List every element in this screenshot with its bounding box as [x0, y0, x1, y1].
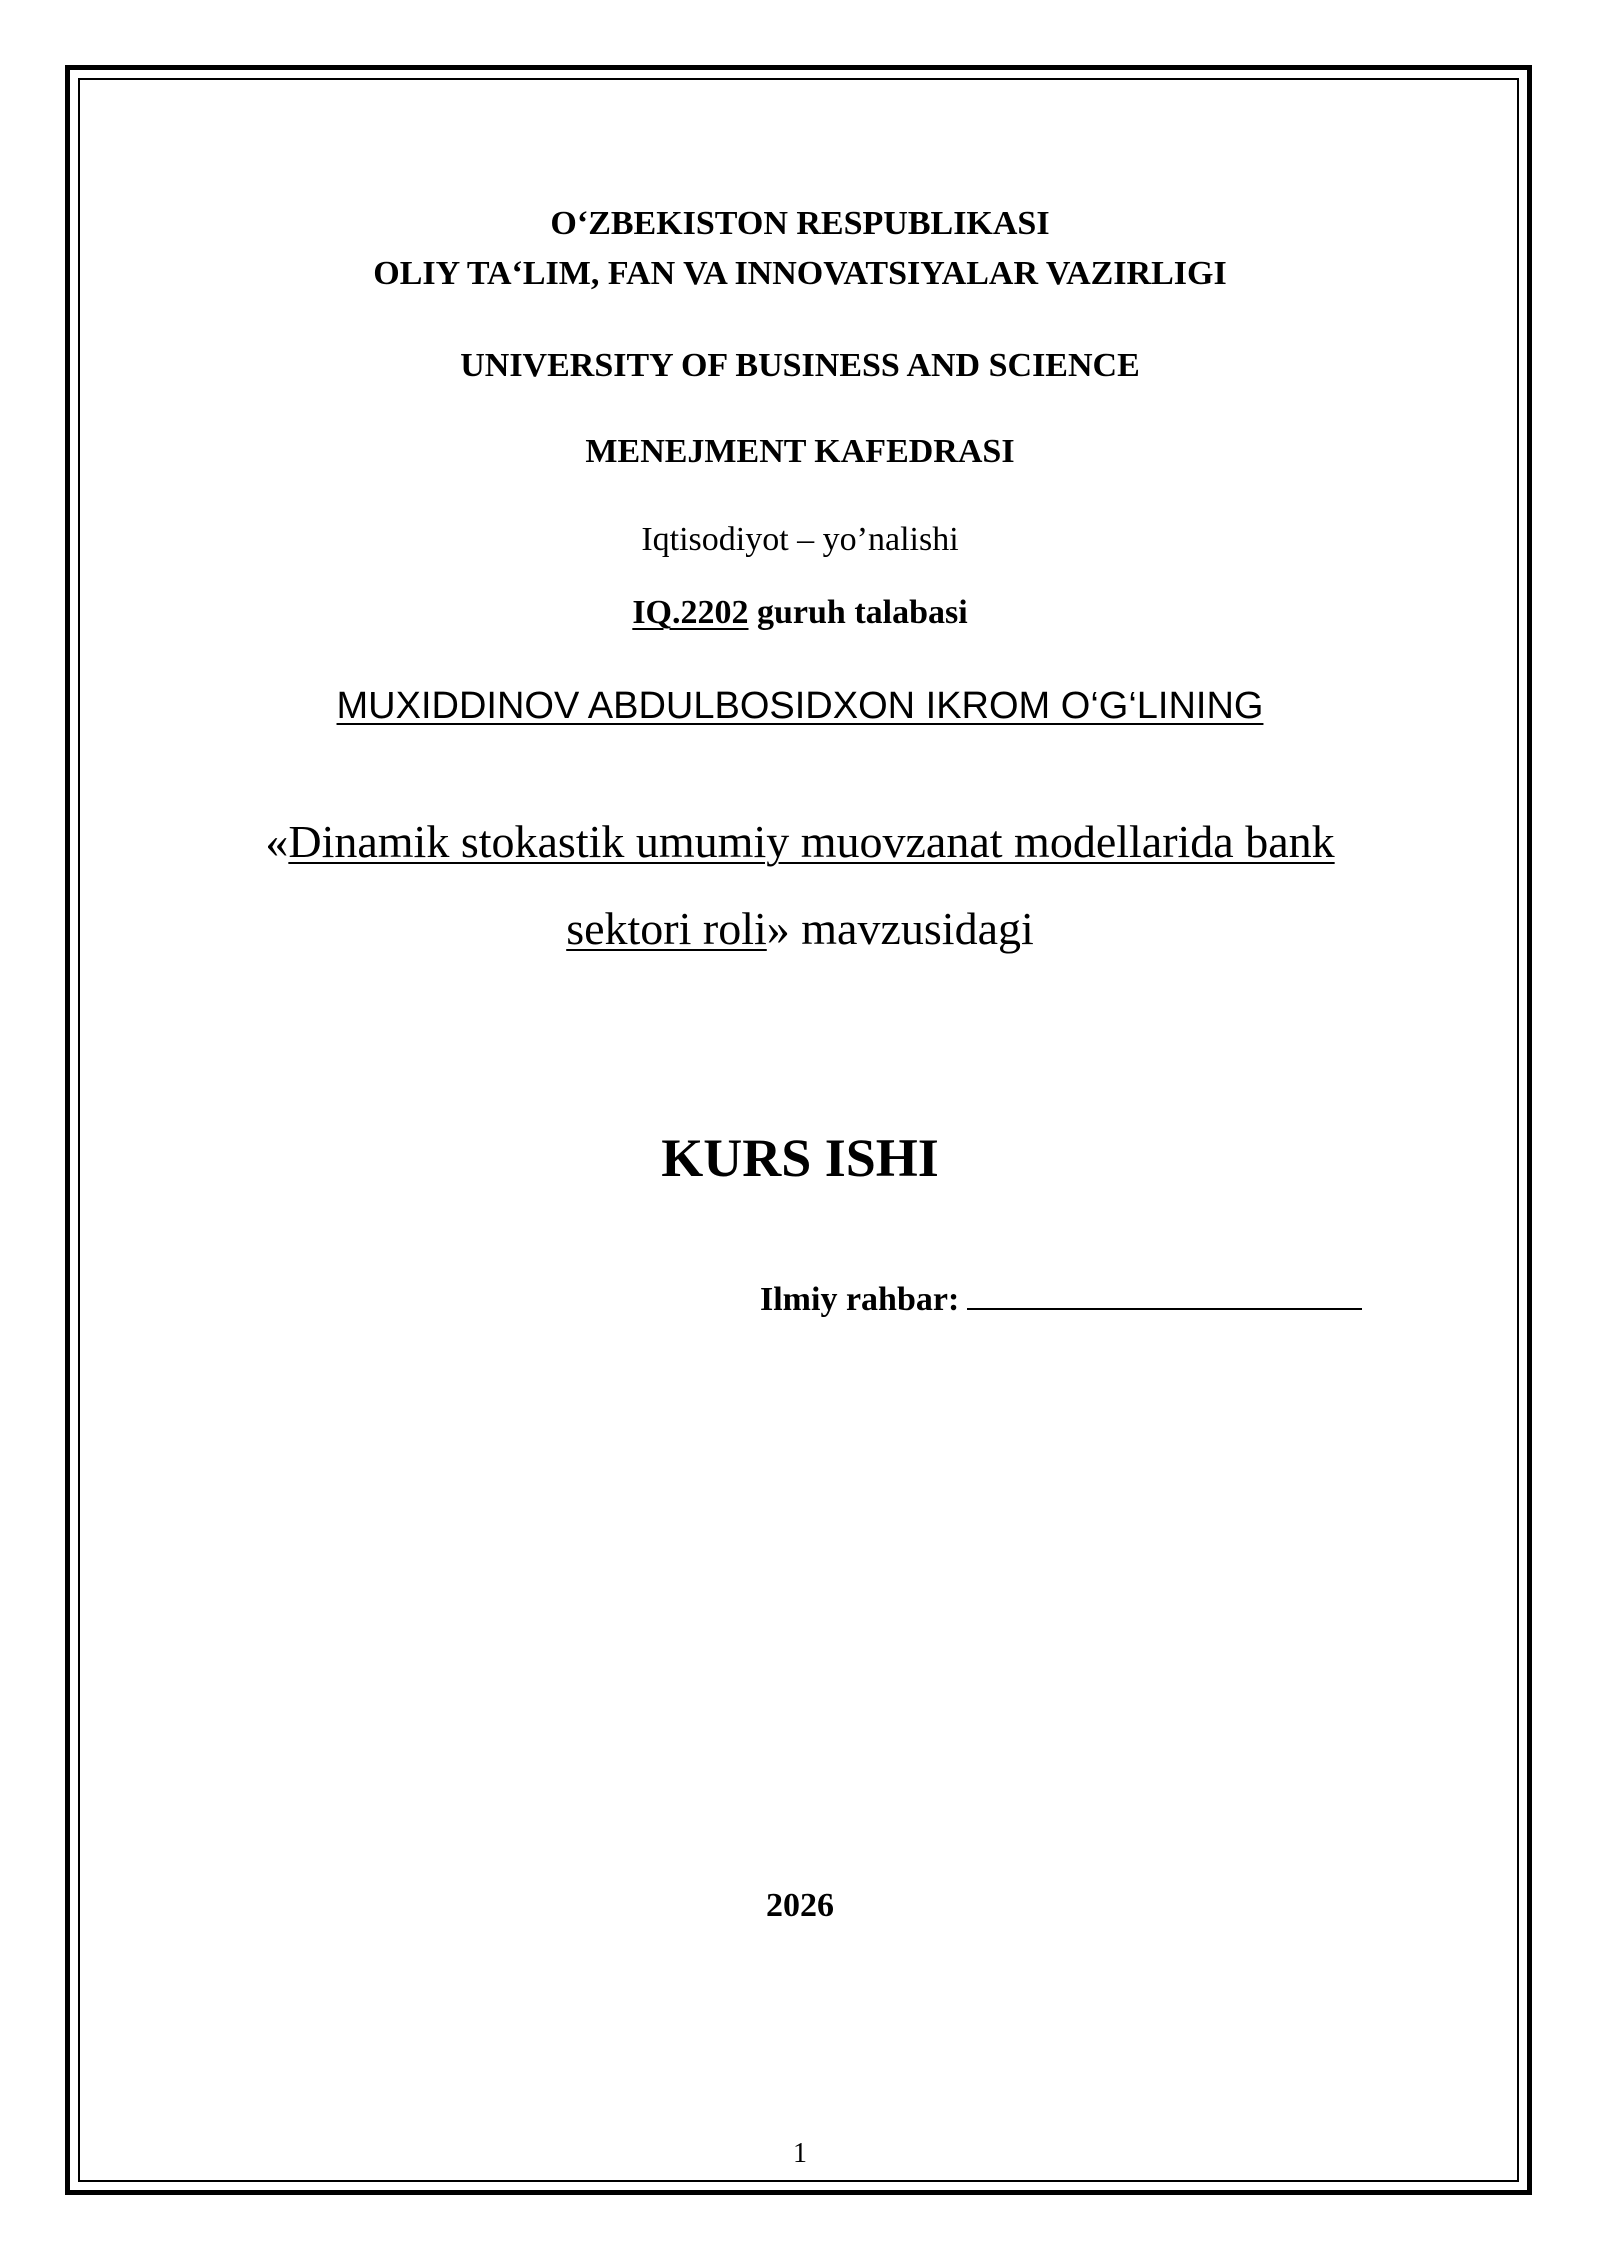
- ministry-heading: OLIY TA‘LIM, FAN VA INNOVATSIYALAR VAZIRLIGI: [373, 255, 1227, 292]
- topic-text-2: sektori roli: [566, 903, 767, 954]
- topic-line-2: [0, 902, 1600, 955]
- year: 2026: [766, 1887, 834, 1924]
- department-heading: MENEJMENT KAFEDRASI: [585, 433, 1015, 470]
- university-heading: UNIVERSITY OF BUSINESS AND SCIENCE: [460, 347, 1140, 384]
- supervisor-blank: [967, 1278, 1362, 1310]
- page-number: 1: [793, 2138, 807, 2169]
- topic-open-quote: «: [265, 816, 289, 867]
- group-suffix: guruh talabasi: [748, 594, 968, 631]
- supervisor-label: Ilmiy rahbar:: [760, 1281, 960, 1318]
- supervisor-line: [760, 1278, 1362, 1319]
- republic-heading: O‘ZBEKISTON RESPUBLIKASI: [550, 205, 1050, 242]
- student-name-text: MUXIDDINOV ABDULBOSIDXON IKROM O‘G‘LINING: [336, 685, 1264, 727]
- direction-line: Iqtisodiyot – yo’nalishi: [641, 521, 959, 558]
- group-line: [0, 594, 1600, 632]
- document-type-title: KURS ISHI: [661, 1128, 939, 1188]
- topic-close-quote: »: [766, 903, 790, 954]
- topic-line-1: [0, 815, 1600, 868]
- topic-text-1: Dinamik stokastik umumiy muovzanat modellarida bank: [288, 816, 1335, 867]
- topic-suffix: mavzusidagi: [789, 903, 1034, 954]
- group-code: IQ.2202: [632, 594, 749, 631]
- student-name: [0, 685, 1600, 728]
